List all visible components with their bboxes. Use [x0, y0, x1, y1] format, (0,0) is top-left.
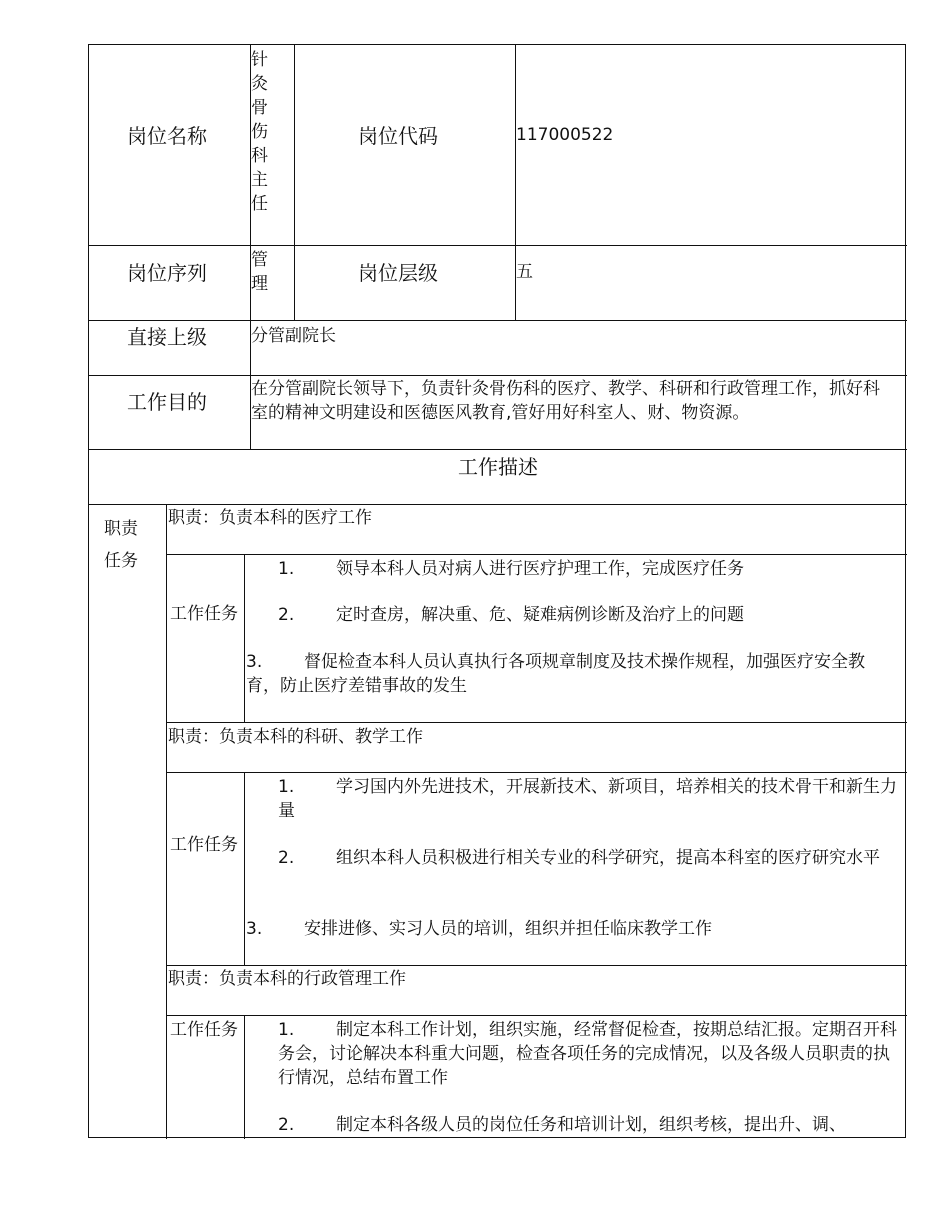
task-item: 1. 制定本科工作计划，组织实施，经常督促检查，按期总结汇报。定期召开科务会，讨论解决本科重大问题，检查各项任务的完成情况，以及各级人员职责的执行情况，总结布置工作 [278, 1020, 897, 1088]
superior-label: 直接上级 [127, 325, 207, 349]
task-item: 3. 安排进修、实习人员的培训，组织并担任临床教学工作 [246, 919, 712, 939]
task-item: 2. 制定本科各级人员的岗位任务和培训计划，组织考核，提出升、调、 [278, 1115, 846, 1135]
col-divider [244, 1015, 245, 1139]
task-label: 工作任务 [170, 835, 238, 855]
task-label: 工作任务 [170, 604, 238, 624]
row-divider [167, 554, 907, 555]
task-item: 1. 学习国内外先进技术，开展新技术、新项目，培养相关的技术骨干和新生力量 [278, 777, 897, 821]
col-divider [294, 45, 295, 320]
row-divider [167, 722, 907, 723]
row-divider [89, 504, 907, 505]
post-level-label: 岗位层级 [358, 261, 438, 285]
duty-title: 职责：负责本科的科研、教学工作 [168, 727, 423, 747]
duty-title: 职责：负责本科的行政管理工作 [168, 969, 406, 989]
post-code-value: 117000522 [516, 125, 614, 145]
col-divider [244, 554, 245, 722]
col-divider [244, 772, 245, 965]
post-series-value: 管理 [251, 250, 268, 294]
task-item: 2. 定时查房，解决重、危、疑难病例诊断及治疗上的问题 [278, 605, 744, 625]
task-item: 1. 领导本科人员对病人进行医疗护理工作，完成医疗任务 [278, 559, 744, 579]
post-name-value: 针灸骨伤科主任 [251, 50, 268, 214]
description-title: 工作描述 [458, 455, 538, 479]
task-item: 2. 组织本科人员积极进行相关专业的科学研究，提高本科室的医疗研究水平 [278, 848, 880, 868]
row-divider [167, 1015, 907, 1016]
row-divider [89, 449, 907, 450]
superior-value: 分管副院长 [251, 326, 336, 346]
job-table [88, 44, 906, 1138]
row-divider [89, 320, 907, 321]
post-level-value: 五 [516, 262, 533, 282]
row-divider [167, 965, 907, 966]
purpose-label: 工作目的 [127, 390, 207, 414]
post-series-label: 岗位序列 [127, 261, 207, 285]
post-code-label: 岗位代码 [358, 124, 438, 148]
row-divider [89, 375, 907, 376]
col-divider [166, 504, 167, 1139]
duty-title: 职责：负责本科的医疗工作 [168, 508, 372, 528]
purpose-value: 在分管副院长领导下，负责针灸骨伤科的医疗、教学、科研和行政管理工作，抓好科室的精神文明建设和医德医风教育,管好用好科室人、财、物资源。 [251, 379, 880, 423]
task-item: 3. 督促检查本科人员认真执行各项规章制度及技术操作规程，加强医疗安全教育，防止医疗差错事故的发生 [246, 652, 865, 696]
row-divider [89, 245, 907, 246]
row-divider [167, 772, 907, 773]
duty-task-label: 职责任务 [104, 519, 138, 571]
post-name-label: 岗位名称 [127, 124, 207, 148]
task-label: 工作任务 [170, 1020, 238, 1040]
